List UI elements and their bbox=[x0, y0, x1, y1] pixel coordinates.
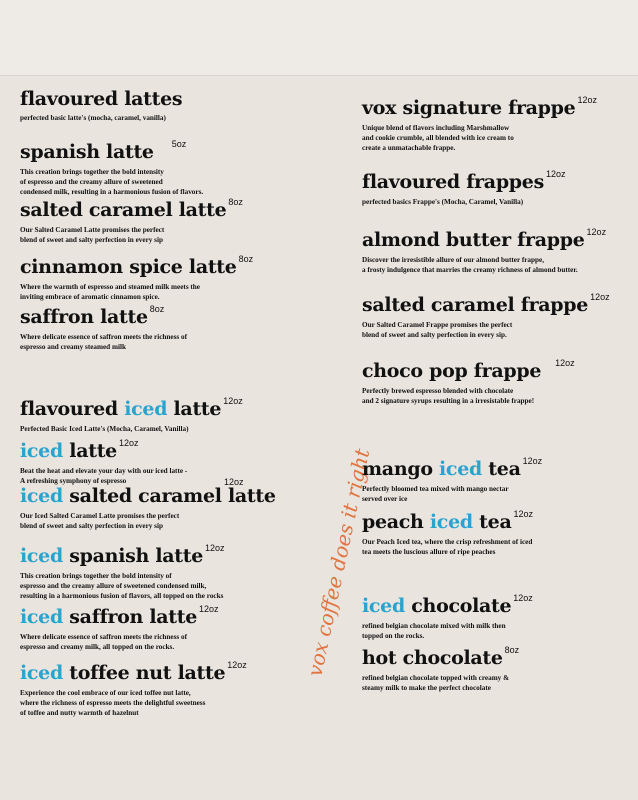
item-desc: Where delicate essence of saffron meets the richness of espresso and creamy milk, all topped on the rocks. bbox=[20, 633, 188, 651]
item-desc: perfected basic latte's (mocha, caramel, vanilla) bbox=[20, 114, 166, 122]
menu-item-iced-spanish-latte bbox=[20, 537, 225, 601]
iced-word: iced bbox=[429, 511, 473, 533]
item-title: flavoured frappes bbox=[362, 171, 544, 193]
tagline-vertical: vox coffee does it right bbox=[302, 446, 375, 679]
menu-item-mango-iced-tea bbox=[362, 450, 542, 504]
menu-item-iced-saffron-latte bbox=[20, 598, 219, 652]
item-size: 12oz bbox=[555, 358, 575, 368]
item-size: 12oz bbox=[586, 227, 607, 237]
item-size: 12oz bbox=[577, 95, 597, 105]
item-title-post: salted caramel latte bbox=[62, 485, 276, 507]
item-size: 12oz bbox=[590, 292, 610, 302]
item-title: almond butter frappe bbox=[362, 229, 585, 251]
item-desc: Perfected Basic Iced Latte's (Mocha, Caramel, Vanilla) bbox=[20, 425, 189, 433]
item-title: spanish latte bbox=[20, 141, 154, 163]
item-size: 8oz bbox=[228, 197, 243, 207]
item-desc: Perfectly bloomed tea mixed with mango nectar served over ice bbox=[362, 485, 509, 503]
item-title-post: chocolate bbox=[404, 595, 512, 617]
item-title-pre: flavoured bbox=[20, 398, 125, 420]
item-size: 8oz bbox=[504, 645, 520, 655]
menu-item-flavoured-iced-latte bbox=[20, 390, 243, 434]
item-title: choco pop frappe bbox=[362, 360, 542, 382]
item-size: 12oz bbox=[205, 543, 225, 553]
menu-item-iced-chocolate bbox=[362, 587, 533, 641]
menu-item-hot-chocolate bbox=[362, 639, 519, 693]
item-title: vox signature frappe bbox=[362, 97, 576, 119]
item-title-post: tea bbox=[481, 458, 521, 480]
iced-word: iced bbox=[439, 458, 482, 480]
item-desc: Our Salted Caramel Frappe promises the perfect blend of sweet and salty perfection in every sip. bbox=[362, 321, 513, 339]
item-desc: Where the warmth of espresso and steamed milk meets the inviting embrace of aromatic cinnamon spice. bbox=[20, 283, 200, 301]
menu-item-cinnamon-spice-latte bbox=[20, 248, 253, 302]
item-title: saffron latte bbox=[20, 306, 148, 328]
item-size: 12oz bbox=[522, 456, 543, 466]
iced-word: iced bbox=[20, 606, 63, 628]
item-title-post: saffron latte bbox=[62, 606, 198, 628]
menu-item-flavoured-lattes bbox=[20, 88, 182, 123]
menu-item-saffron-latte bbox=[20, 298, 187, 352]
iced-word: iced bbox=[362, 595, 405, 617]
iced-word: iced bbox=[20, 662, 63, 684]
item-desc: Our Peach Iced tea, where the crisp refreshment of iced tea meets the luscious allure of ripe peaches bbox=[362, 538, 533, 556]
item-title: flavoured lattes bbox=[20, 88, 183, 110]
item-title-post: latte bbox=[62, 440, 117, 462]
iced-word: iced bbox=[20, 485, 63, 507]
item-desc: This creation brings together the bold intensity of espresso and the creamy allure of sweetened condensed milk, resulting in a harmonious fusion of flavors. bbox=[20, 168, 204, 196]
item-title: hot chocolate bbox=[362, 647, 503, 669]
item-desc: Beat the heat and elevate your day with our iced latte - A refreshing symphony of espresso bbox=[20, 467, 188, 485]
item-title-post: tea bbox=[472, 511, 512, 533]
item-title: salted caramel frappe bbox=[362, 294, 589, 316]
menu-item-iced-toffee-nut-latte bbox=[20, 654, 247, 718]
iced-word: iced bbox=[20, 545, 63, 567]
item-desc: Discover the irresistible allure of our almond butter frappe, a frosty indulgence that marries the creamy richness of almond butter. bbox=[362, 256, 578, 274]
item-title-post: spanish latte bbox=[62, 545, 204, 567]
item-desc: perfected basics Frappe's (Mocha, Caramel, Vanilla) bbox=[362, 198, 524, 206]
menu-item-vox-signature-frappe bbox=[362, 89, 597, 153]
menu-item-peach-iced-tea bbox=[362, 503, 533, 557]
menu-item-salted-caramel-latte bbox=[20, 191, 243, 245]
item-size: 12oz bbox=[227, 660, 247, 670]
item-desc: refined belgian chocolate mixed with milk then topped on the rocks. bbox=[362, 622, 506, 640]
menu-item-almond-butter-frappe bbox=[362, 221, 606, 275]
item-size: 12oz bbox=[545, 169, 566, 179]
item-title-post: toffee nut latte bbox=[62, 662, 226, 684]
item-desc: Where delicate essence of saffron meets the richness of espresso and creamy steamed milk bbox=[20, 333, 188, 351]
iced-word: iced bbox=[124, 398, 168, 420]
menu-item-iced-latte bbox=[20, 432, 187, 486]
item-desc: Experience the cool embrace of our iced toffee nut latte, where the richness of espresso meets the delightful sweetness of toffee and nutty warmth of hazelnut bbox=[20, 689, 206, 717]
iced-word: iced bbox=[20, 440, 63, 462]
item-size: 8oz bbox=[238, 254, 254, 264]
menu-item-choco-pop-frappe bbox=[362, 352, 575, 406]
menu-item-iced-salted-caramel-latte bbox=[20, 477, 276, 531]
item-desc: This creation brings together the bold intensity of espresso and the creamy allure of sweetened condensed milk, resulting in a harmonious fusion of flavors, all topped on the rocks bbox=[20, 572, 224, 600]
menu-item-spanish-latte bbox=[20, 133, 203, 197]
item-size: 12oz bbox=[224, 477, 244, 487]
item-size: 5oz bbox=[171, 139, 187, 149]
item-desc: Our Iced Salted Caramel Latte promises the perfect blend of sweet and salty perfection in every sip bbox=[20, 512, 180, 530]
item-title: salted caramel latte bbox=[20, 199, 227, 221]
item-desc: refined belgian chocolate topped with creamy & steamy milk to make the perfect chocolate bbox=[362, 674, 510, 692]
item-desc: Unique blend of flavors including Marshmallow and cookie crumble, all blended with ice cream to create a unmatachable frappe. bbox=[362, 124, 514, 152]
item-desc: Our Salted Caramel Latte promises the perfect blend of sweet and salty perfection in every sip bbox=[20, 226, 165, 244]
item-size: 12oz bbox=[223, 396, 243, 406]
item-desc: Perfectly brewed espresso blended with chocolate and 2 signature syrups resulting in a irresistable frappe! bbox=[362, 387, 535, 405]
item-title: cinnamon spice latte bbox=[20, 256, 237, 278]
item-title-pre: mango bbox=[362, 458, 440, 480]
item-title-post: latte bbox=[167, 398, 222, 420]
item-title-pre: peach bbox=[362, 511, 430, 533]
menu-item-salted-caramel-frappe bbox=[362, 286, 610, 340]
menu-item-flavoured-frappes bbox=[362, 163, 566, 207]
top-band bbox=[0, 0, 638, 76]
item-size: 12oz bbox=[118, 438, 139, 448]
item-size: 8oz bbox=[149, 304, 165, 314]
item-size: 12oz bbox=[513, 593, 533, 603]
item-size: 12oz bbox=[513, 509, 533, 519]
item-size: 12oz bbox=[199, 604, 219, 614]
